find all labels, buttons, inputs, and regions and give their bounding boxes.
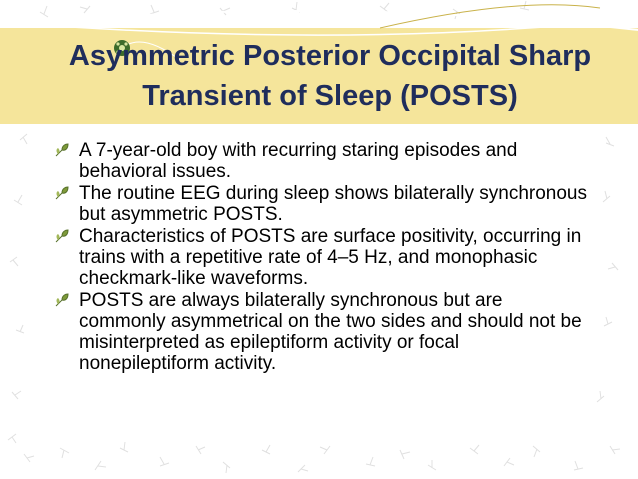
bullet-text: The routine EEG during sleep shows bilaterally synchronous but asymmetric POSTS. <box>79 183 587 225</box>
bullet-list <box>54 140 594 375</box>
bullet-item <box>54 183 594 225</box>
leaf-bullet-icon <box>54 142 70 158</box>
leaf-bullet-icon <box>54 185 70 201</box>
bullet-item <box>54 226 594 289</box>
slide-title <box>40 36 620 116</box>
bullet-item <box>54 290 594 374</box>
slide-title-line-2: Transient of Sleep (POSTS) <box>142 80 518 112</box>
leaf-bullet-icon <box>54 292 70 308</box>
bullet-text: A 7-year-old boy with recurring staring episodes and behavioral issues. <box>79 140 518 182</box>
bullet-item <box>54 140 594 182</box>
bullet-text: Characteristics of POSTS are surface positivity, occurring in trains with a repetitive rate of 4–5 Hz, and monophasic checkmark-like waveforms. <box>79 226 582 289</box>
bullet-text: POSTS are always bilaterally synchronous but are commonly asymmetrical on the two sides and should not be misinterpreted as epileptiform activity or focal nonepileptiform activity. <box>79 290 582 374</box>
leaf-bullet-icon <box>54 228 70 244</box>
slide-title-line-1: Asymmetric Posterior Occipital Sharp <box>68 40 592 72</box>
